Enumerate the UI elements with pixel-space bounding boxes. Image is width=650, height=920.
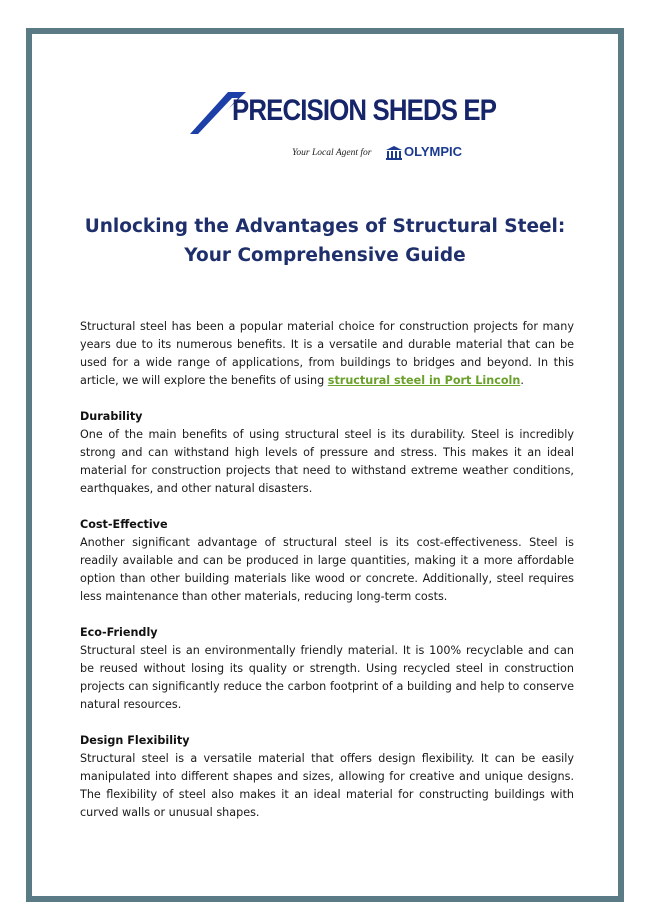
section-cost-effective <box>80 516 574 606</box>
section-body: Another significant advantage of structural steel is its cost-effectiveness. Steel is readily available and can be produced in large quantities, making it a more affordable option than other building materials like wood or concrete. Additionally, steel requires less maintenance than other materials, reducing long-term costs. <box>80 536 574 603</box>
page-title <box>60 212 590 270</box>
section-body: Structural steel is a versatile material that offers design flexibility. It can be easily manipulated into different shapes and sizes, allowing for creative and unique designs. The flexibility of steel also makes it an ideal material for constructing buildings with curved walls or unusual shapes. <box>80 752 574 819</box>
intro-paragraph <box>80 318 574 390</box>
article-body <box>80 318 574 840</box>
section-eco-friendly <box>80 624 574 714</box>
olympic-text: OLYMPIC <box>404 144 463 159</box>
section-heading: Durability <box>80 410 143 423</box>
section-heading: Cost-Effective <box>80 518 168 531</box>
intro-end: . <box>520 374 524 387</box>
precision-sheds-logo <box>188 88 497 172</box>
structural-steel-link[interactable]: structural steel in Port Lincoln <box>327 374 521 387</box>
title-line-2: Your Comprehensive Guide <box>184 245 466 266</box>
olympic-building-icon <box>386 146 402 160</box>
olympic-logo <box>386 144 462 160</box>
section-heading: Eco-Friendly <box>80 626 158 639</box>
section-body: Structural steel is an environmentally friendly material. It is 100% recyclable and can be reused without losing its quality or strength. Using recycled steel in construction projects can significantly reduce the carbon footprint of a building and help to conserve natural resources. <box>80 644 574 711</box>
title-line-1: Unlocking the Advantages of Structural Steel: <box>84 216 566 237</box>
section-design-flexibility <box>80 732 574 822</box>
intro-text: Structural steel has been a popular material choice for construction projects for many years due to its numerous benefits. It is a versatile and durable material that can be used for a wide range of applications, from buildings to bridges and beyond. In this article, we will explore the benefits of using <box>80 320 574 387</box>
section-heading: Design Flexibility <box>80 734 190 747</box>
logo-brand-text: PRECISION SHEDS EP <box>232 94 497 127</box>
section-body: One of the main benefits of using structural steel is its durability. Steel is incredibly strong and can withstand high levels of pressure and stress. This makes it an ideal material for construction projects that need to withstand extreme weather conditions, earthquakes, and other natural disasters. <box>80 428 574 495</box>
section-durability <box>80 408 574 498</box>
logo-tagline: Your Local Agent for <box>292 148 372 158</box>
